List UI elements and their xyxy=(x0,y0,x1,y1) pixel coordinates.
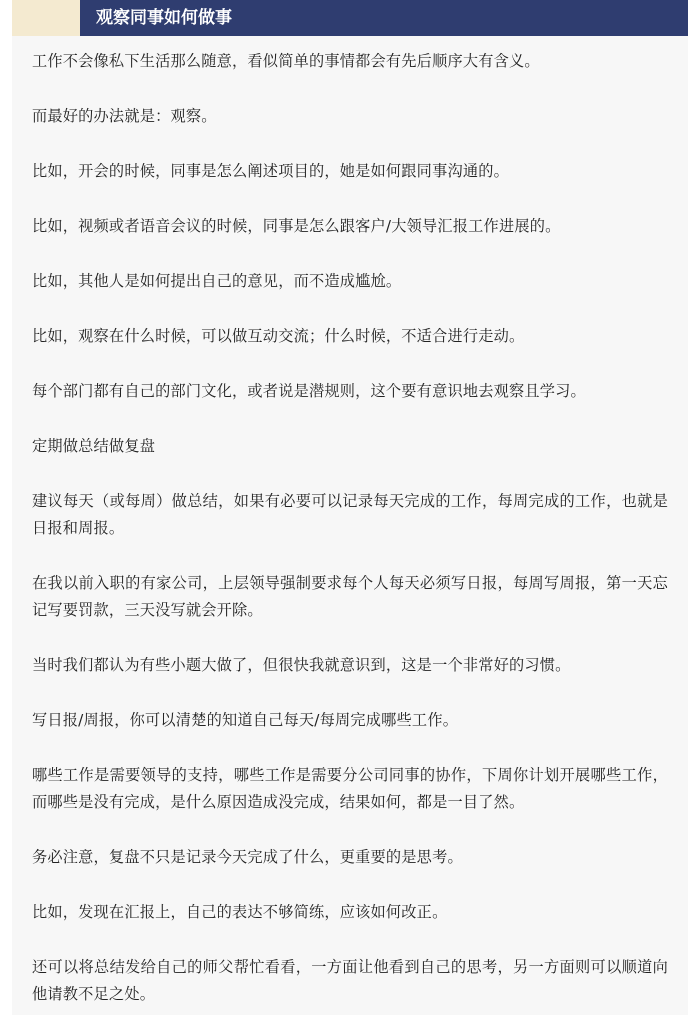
article-body xyxy=(12,36,688,1015)
subheading: 定期做总结做复盘 xyxy=(32,437,156,455)
paragraph: 比如，视频或者语音会议的时候，同事是怎么跟客户/大领导汇报工作进展的。 xyxy=(32,217,561,235)
paragraph: 在我以前入职的有家公司，上层领导强制要求每个人每天必须写日报，每周写周报，第一天忘记写要罚款，三天没写就会开除。 xyxy=(32,574,668,619)
paragraph: 比如，观察在什么时候，可以做互动交流；什么时候，不适合进行走动。 xyxy=(32,327,525,345)
paragraph: 比如，开会的时候，同事是怎么阐述项目的，她是如何跟同事沟通的。 xyxy=(32,162,510,180)
paragraph: 哪些工作是需要领导的支持，哪些工作是需要分公司同事的协作，下周你计划开展哪些工作，而哪些是没有完成，是什么原因造成没完成，结果如何，都是一目了然。 xyxy=(32,766,668,811)
paragraph: 务必注意，复盘不只是记录今天完成了什么，更重要的是思考。 xyxy=(32,848,463,866)
header-accent-block xyxy=(12,0,80,36)
paragraph: 还可以将总结发给自己的师父帮忙看看，一方面让他看到自己的思考，另一方面则可以顺道向他请教不足之处。 xyxy=(32,958,668,1003)
paragraph: 比如，发现在汇报上，自己的表达不够简练，应该如何改正。 xyxy=(32,903,448,921)
paragraph: 工作不会像私下生活那么随意，看似简单的事情都会有先后顺序大有含义。 xyxy=(32,52,540,70)
paragraph: 而最好的办法就是：观察。 xyxy=(32,107,217,125)
section-title: 观察同事如何做事 xyxy=(96,8,232,28)
paragraph: 当时我们都认为有些小题大做了，但很快我就意识到，这是一个非常好的习惯。 xyxy=(32,656,571,674)
paragraph: 写日报/周报，你可以清楚的知道自己每天/每周完成哪些工作。 xyxy=(32,711,459,729)
paragraph: 比如，其他人是如何提出自己的意见，而不造成尴尬。 xyxy=(32,272,402,290)
paragraph: 建议每天（或每周）做总结，如果有必要可以记录每天完成的工作，每周完成的工作，也就是日报和周报。 xyxy=(32,492,668,537)
section-header xyxy=(12,0,688,36)
paragraph: 每个部门都有自己的部门文化，或者说是潜规则，这个要有意识地去观察且学习。 xyxy=(32,382,586,400)
